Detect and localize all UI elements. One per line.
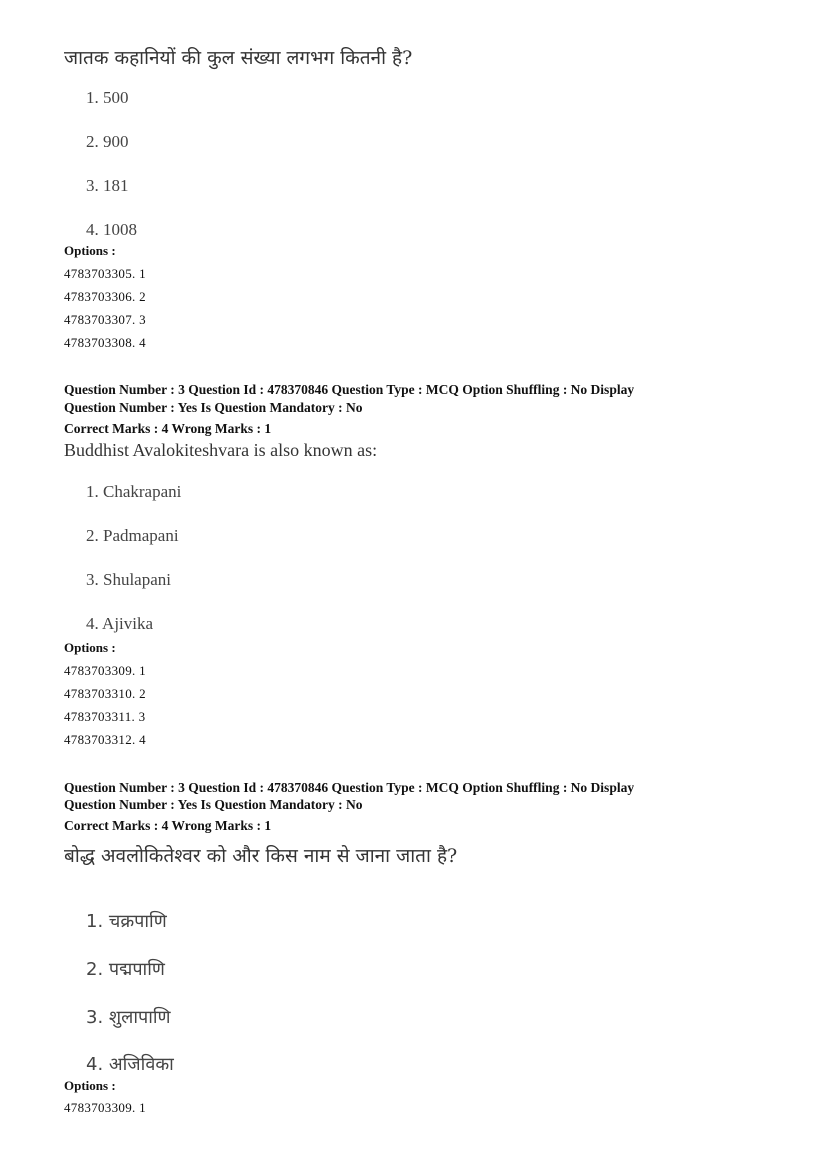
- choice-3: 3. Shulapani: [86, 570, 171, 589]
- question-meta-line: Question Number : 3 Question Id : 478370846 Question Type : MCQ Option Shuffling : No Display: [64, 382, 635, 397]
- choice-2: 2. 900: [86, 132, 129, 151]
- question-meta-line: Question Number : Yes Is Question Mandatory : No: [64, 797, 363, 812]
- option-id: 4783703309. 1: [64, 1100, 146, 1115]
- option-id: 4783703306. 2: [64, 289, 146, 304]
- options-label: Options :: [64, 243, 116, 258]
- choice-4: 4. अजिविका: [86, 1054, 174, 1075]
- option-id: 4783703308. 4: [64, 335, 146, 350]
- option-id: 4783703310. 2: [64, 686, 146, 701]
- choice-4: 4. 1008: [86, 220, 137, 239]
- marks-line: Correct Marks : 4 Wrong Marks : 1: [64, 818, 272, 833]
- choice-1: 1. चक्रपाणि: [86, 911, 167, 932]
- option-id: 4783703307. 3: [64, 312, 146, 327]
- choice-3: 3. शुलापाणि: [86, 1007, 171, 1028]
- question-text-hindi-avalokiteshvara: बोद्ध अवलोकितेश्वर को और किस नाम से जाना जाता है?: [64, 845, 458, 867]
- question-meta-line: Question Number : 3 Question Id : 478370846 Question Type : MCQ Option Shuffling : No Display: [64, 780, 635, 795]
- choice-2: 2. Padmapani: [86, 526, 179, 545]
- question-meta-line: Question Number : Yes Is Question Mandatory : No: [64, 400, 363, 415]
- options-label: Options :: [64, 640, 116, 655]
- question-text-hindi-jataka: जातक कहानियों की कुल संख्या लगभग कितनी है?: [64, 47, 413, 69]
- choice-3: 3. 181: [86, 176, 129, 195]
- option-id: 4783703305. 1: [64, 266, 146, 281]
- choice-1: 1. 500: [86, 88, 129, 107]
- options-label: Options :: [64, 1078, 116, 1093]
- option-id: 4783703312. 4: [64, 732, 146, 747]
- option-id: 4783703309. 1: [64, 663, 146, 678]
- choice-2: 2. पद्मपाणि: [86, 959, 165, 980]
- question-text-english: Buddhist Avalokiteshvara is also known as:: [64, 440, 378, 460]
- marks-line: Correct Marks : 4 Wrong Marks : 1: [64, 421, 272, 436]
- choice-1: 1. Chakrapani: [86, 482, 182, 501]
- option-id: 4783703311. 3: [64, 709, 146, 724]
- choice-4: 4. Ajivika: [86, 614, 154, 633]
